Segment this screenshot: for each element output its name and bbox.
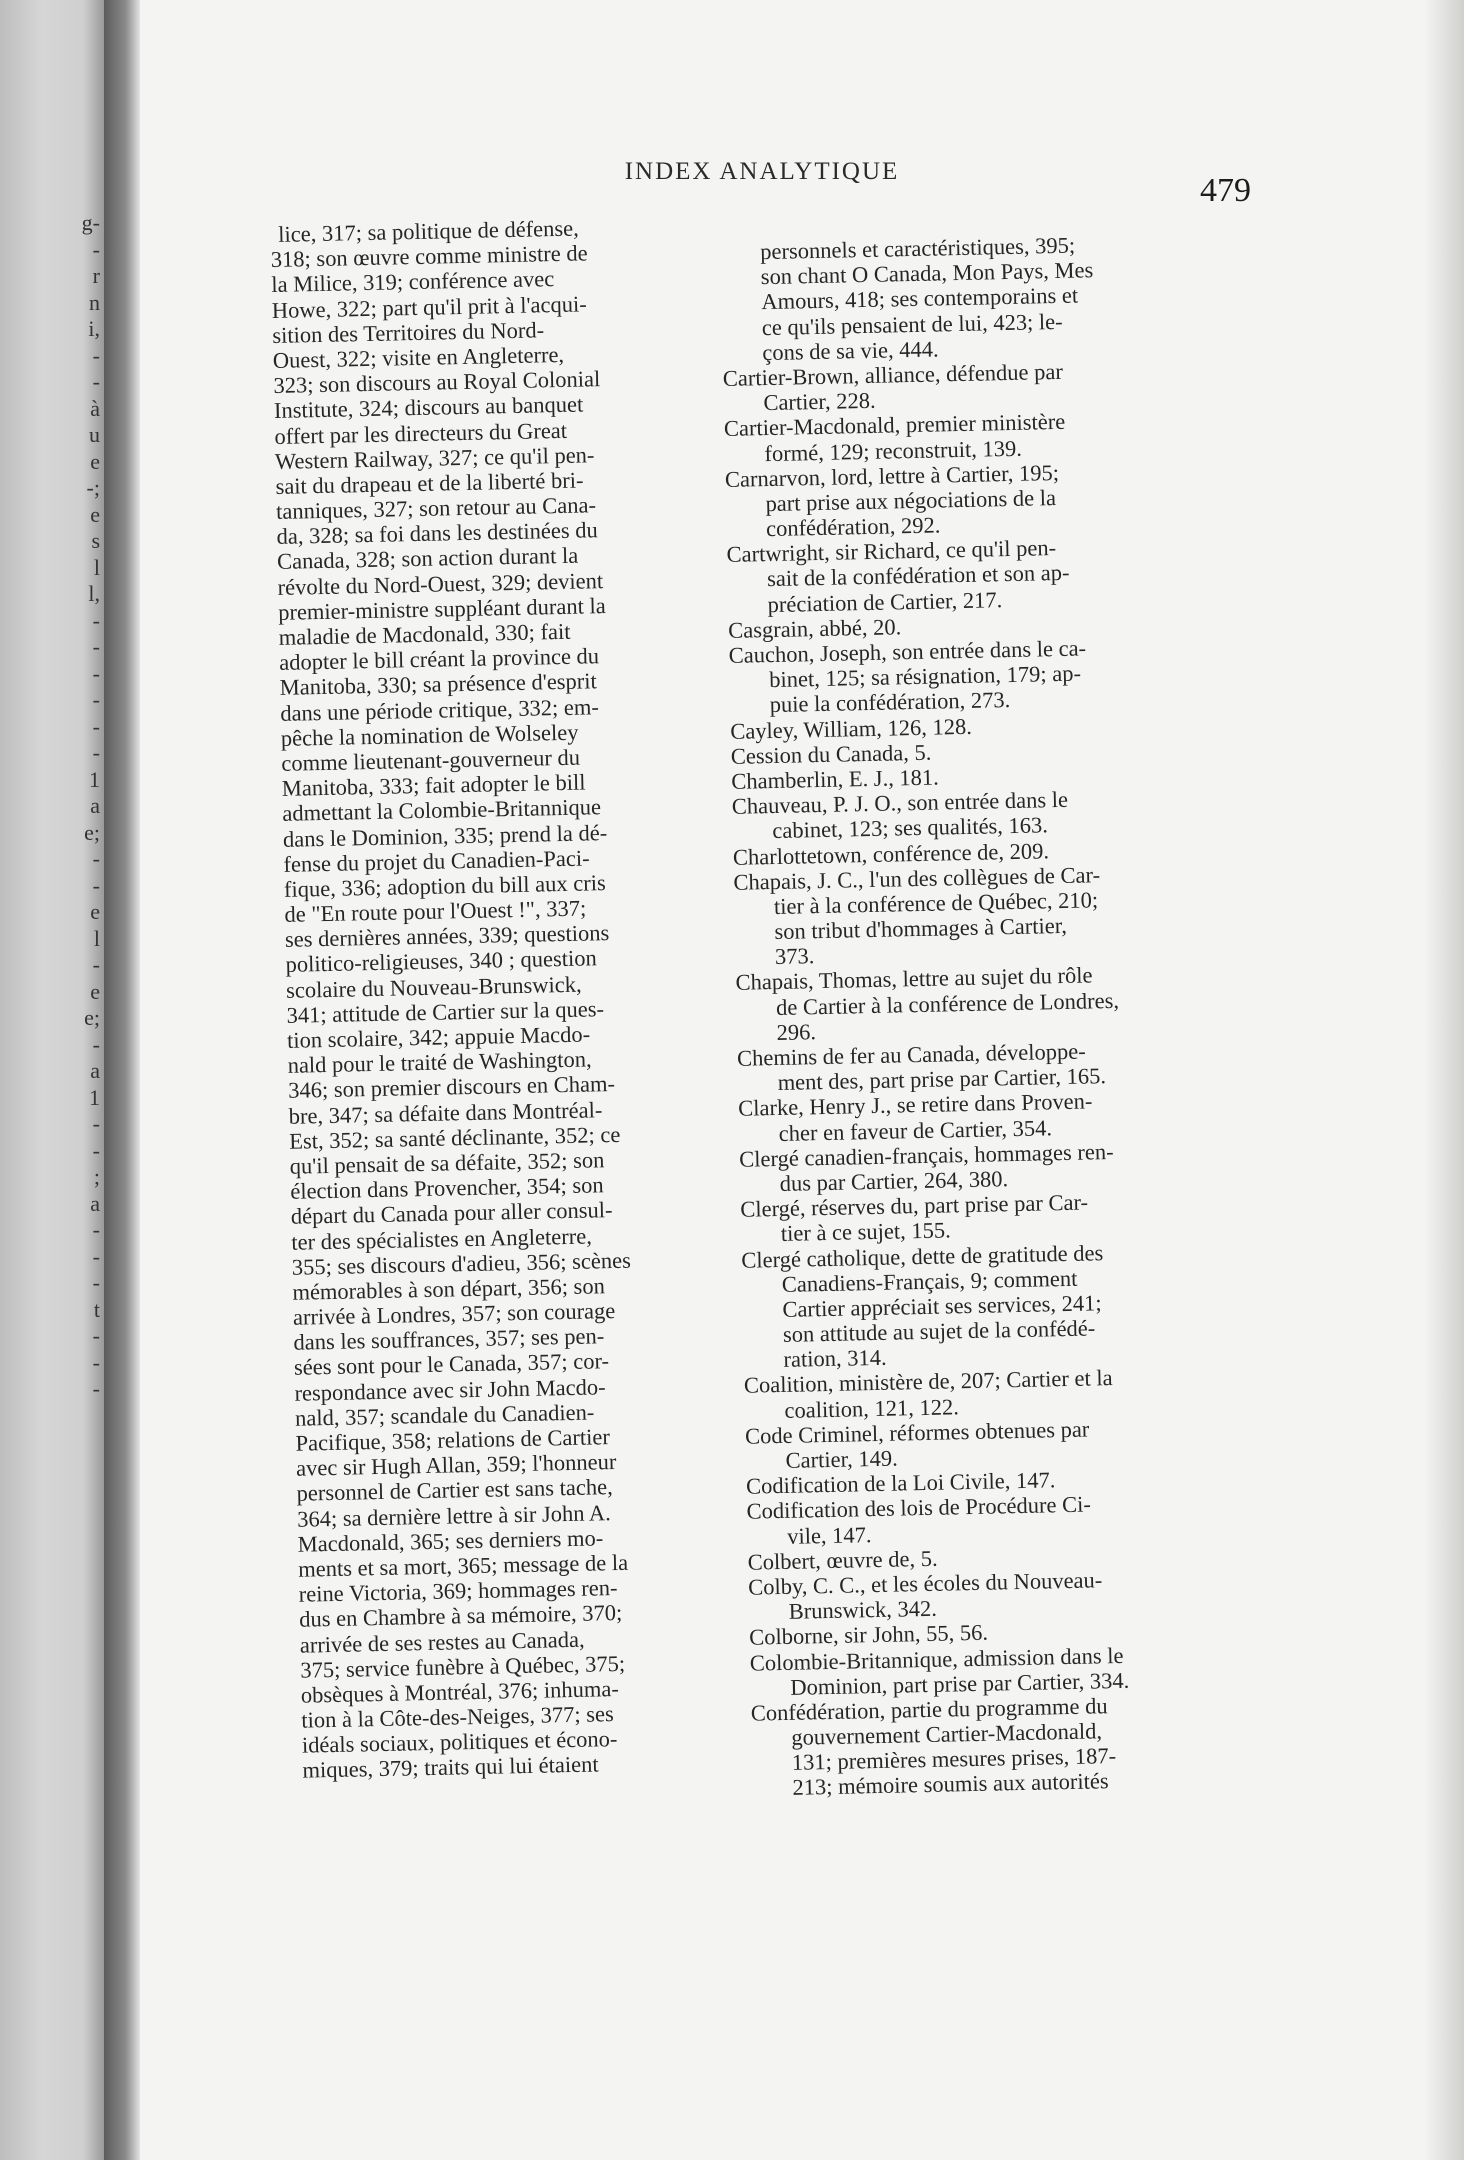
index-line: Confédération, partie du programme du (750, 1693, 1108, 1726)
left-margin-fragment: - (92, 1217, 100, 1242)
index-line: Chauveau, P. J. O., son entrée dans le (731, 786, 1069, 819)
index-line: nald pour le traité de Washington, (287, 1046, 592, 1078)
index-line: confédération, 292. (765, 512, 941, 542)
index-line: Clergé catholique, dette de gratitude des (741, 1239, 1104, 1273)
left-margin-fragment: - (92, 342, 100, 368)
index-line: de "En route pour l'Ouest !", 337; (284, 895, 587, 927)
index-line: maladie de Macdonald, 330; fait (278, 618, 571, 650)
left-margin-fragment: - (92, 1376, 100, 1401)
index-line: scolaire du Nouveau-Brunswick, (285, 971, 582, 1003)
index-line: Cession du Canada, 5. (730, 739, 932, 769)
left-margin-fragment: - (92, 607, 100, 633)
index-line: da, 328; sa foi dans les destinées du (276, 517, 598, 550)
index-line: adopter le bill créant la province du (278, 643, 600, 676)
left-margin-fragment: - (92, 846, 100, 871)
left-margin-fragment: e (90, 978, 100, 1004)
left-margin-fragment: e; (84, 1005, 100, 1030)
index-line: 131; premières mesures prises, 187- (791, 1743, 1117, 1776)
index-line: mémorables à son départ, 356; son (292, 1273, 606, 1305)
index-entry (741, 1235, 1324, 1373)
left-margin-fragment: s (91, 528, 100, 553)
index-line: respondance avec sir John Macdo- (294, 1373, 606, 1406)
index-line: pêche la nomination de Wolseley (280, 719, 579, 751)
index-line: ce qu'ils pensaient de lui, 423; le- (761, 308, 1063, 340)
index-line: politico-religieuses, 340 ; question (285, 945, 597, 978)
index-line: dans le Dominion, 335; prend la dé- (282, 819, 608, 852)
index-line: vile, 147. (786, 1521, 872, 1549)
index-line: son chant O Canada, Mon Pays, Mes (760, 257, 1094, 290)
index-line: révolte du Nord-Ouest, 329; devient (277, 567, 604, 600)
index-line: ments et sa mort, 365; message de la (297, 1549, 629, 1582)
index-line: idéals sociaux, politiques et écono- (301, 1726, 618, 1758)
index-line: son tribut d'hommages à Cartier, (774, 912, 1068, 945)
left-margin-fragment: l (93, 925, 100, 951)
left-margin-fragment: - (92, 1323, 100, 1348)
index-entry (751, 1688, 1333, 1801)
left-margin-fragment: - (92, 369, 100, 394)
index-line: 213; mémoire soumis aux autorités (792, 1768, 1109, 1801)
left-margin-fragment: r (92, 263, 100, 288)
index-line: Amours, 418; ses contemporains et (761, 282, 1079, 315)
index-line: bre, 347; sa défaite dans Montréal- (288, 1096, 603, 1129)
index-line: puie la confédération, 273. (769, 687, 1011, 718)
index-line: Cartier-Brown, alliance, défendue par (722, 358, 1064, 391)
left-margin-fragment: - (92, 634, 100, 659)
index-line: formé, 129; reconstruit, 139. (764, 435, 1023, 466)
index-line: miques, 379; traits qui lui étaient (302, 1751, 599, 1784)
index-line: premier-ministre suppléant durant la (277, 592, 606, 625)
left-margin-fragment: e (90, 899, 100, 924)
index-line: départ du Canada pour aller consul- (290, 1197, 613, 1230)
index-line: Brunswick, 342. (788, 1595, 938, 1624)
left-margin-fragment: ; (93, 1164, 100, 1189)
index-line: Casgrain, abbé, 20. (727, 614, 902, 643)
index-line: Clergé, réserves du, part prise par Car- (740, 1189, 1089, 1222)
index-line: Cartwright, sir Richard, ce qu'il pen- (726, 535, 1057, 568)
index-line: nald, 357; scandale du Canadien- (294, 1399, 595, 1431)
index-entry (733, 857, 1315, 970)
index-entry (725, 454, 1306, 542)
left-margin-fragment: -; (86, 475, 100, 500)
index-line: 364; sa dernière lettre à sir John A. (296, 1499, 612, 1532)
left-margin-fragment: - (92, 740, 100, 765)
left-margin-fragment: l, (88, 581, 100, 606)
left-margin-fragment: - (92, 236, 100, 262)
index-line: 375; service funèbre à Québec, 375; (300, 1650, 626, 1683)
index-line: Clergé canadien-français, hommages ren- (738, 1138, 1114, 1172)
index-line: fique, 336; adoption du bill aux cris (283, 869, 606, 902)
index-line: 355; ses discours d'adieu, 356; scènes (291, 1247, 632, 1280)
index-line: Coalition, ministère de, 207; Cartier et la (743, 1365, 1113, 1399)
index-line: personnels et caractéristiques, 395; (759, 232, 1076, 265)
index-line: fense du projet du Canadien-Paci- (283, 845, 590, 877)
index-line: 318; son œuvre comme ministre de (270, 240, 588, 273)
index-line: la Milice, 319; conférence avec (271, 266, 555, 298)
index-line: Chemins de fer au Canada, développe- (736, 1038, 1086, 1071)
index-line: tion à la Côte-des-Neiges, 377; ses (301, 1701, 615, 1733)
book-gutter (104, 0, 140, 2160)
index-line: ter des spécialistes en Angleterre, (291, 1222, 593, 1255)
index-line: çons de sa vie, 444. (762, 336, 939, 365)
index-line: ment des, part prise par Cartier, 165. (777, 1063, 1107, 1096)
index-line: Codification de la Loi Civile, 147. (745, 1467, 1056, 1499)
index-line: tanniques, 327; son retour au Cana- (275, 492, 597, 524)
index-line: sait du drapeau et de la liberté bri- (275, 467, 584, 499)
index-line: sition des Territoires du Nord- (272, 317, 545, 348)
index-line: Chamberlin, E. J., 181. (731, 764, 940, 794)
index-line: dans une période critique, 332; em- (280, 693, 600, 726)
index-line: Clarke, Henry J., se retire dans Proven- (737, 1088, 1093, 1122)
index-line: Pacifique, 358; relations de Cartier (295, 1424, 611, 1456)
left-margin-fragment: - (92, 1349, 100, 1375)
index-line: Macdonald, 365; ses derniers mo- (297, 1525, 604, 1557)
index-line: Est, 352; sa santé déclinante, 352; ce (288, 1121, 621, 1154)
page-number: 479 (1200, 172, 1251, 209)
index-entry (726, 530, 1307, 618)
index-line: Manitoba, 330; sa présence d'esprit (279, 668, 598, 701)
index-line: de Cartier à la conférence de Londres, (775, 987, 1120, 1020)
index-line: 346; son premier discours en Cham- (287, 1071, 616, 1104)
left-margin-fragment: g- (81, 210, 100, 235)
index-line: son attitude au sujet de la confédé- (782, 1315, 1096, 1347)
left-margin-fragment: - (92, 1270, 100, 1295)
index-line: Code Criminel, réformes obtenues par (744, 1416, 1090, 1449)
index-entry (720, 228, 1303, 366)
left-margin-fragment: n (89, 289, 100, 315)
right-column (720, 228, 1333, 1801)
index-line: ration, 314. (783, 1345, 887, 1373)
index-line: qu'il pensait de sa défaite, 352; son (289, 1147, 605, 1179)
index-line: coalition, 121, 122. (784, 1393, 960, 1423)
index-line: Colbert, œuvre de, 5. (747, 1545, 938, 1575)
left-margin-fragment: - (92, 1137, 100, 1163)
index-line: Cauchon, Joseph, son entrée dans le ca- (728, 635, 1087, 668)
index-line: part prise aux négociations de la (765, 484, 1057, 516)
index-line: Canada, 328; son action durant la (276, 543, 579, 575)
index-line: 373. (774, 943, 815, 970)
index-entry (728, 631, 1309, 719)
index-line: Cartier-Macdonald, premier ministère (723, 409, 1066, 442)
left-margin-fragment: - (92, 952, 100, 977)
index-line: 323; son discours au Royal Colonial (273, 366, 601, 399)
left-margin-fragment: - (92, 1031, 100, 1057)
running-head: INDEX ANALYTIQUE (624, 158, 900, 185)
index-line: élection dans Provencher, 354; son (290, 1172, 604, 1204)
index-line: Codification des lois de Procédure Ci- (746, 1491, 1092, 1525)
index-line: dus en Chambre à sa mémoire, 370; (299, 1600, 623, 1633)
index-line: comme lieutenant-gouverneur du (281, 744, 581, 776)
index-line: Institute, 324; discours au banquet (273, 391, 584, 424)
index-line: Colombie-Britannique, admission dans le (749, 1642, 1124, 1676)
index-line: Charlottetown, conférence de, 209. (732, 837, 1050, 870)
index-line: arrivée de ses restes au Canada, (299, 1626, 585, 1658)
index-line: 296. (776, 1018, 817, 1045)
left-margin-fragment: - (92, 1243, 100, 1269)
index-line: Ouest, 322; visite en Angleterre, (272, 341, 565, 373)
left-margin-fragment: - (92, 687, 100, 712)
index-line: arrivée à Londres, 357; son courage (292, 1298, 616, 1330)
index-line: Cayley, William, 126, 128. (730, 713, 973, 744)
index-line: tier à ce sujet, 155. (780, 1217, 951, 1247)
index-line: Canadiens-Français, 9; comment (781, 1265, 1078, 1297)
index-line: personnel de Cartier est sans tache, (296, 1474, 613, 1507)
left-margin-fragment: 1 (89, 766, 100, 792)
index-line: gouvernement Cartier-Macdonald, (791, 1718, 1103, 1750)
index-line: Western Railway, 327; ce qu'il pen- (274, 441, 595, 474)
index-line: Cartier, 149. (785, 1445, 899, 1473)
index-line: Manitoba, 333; fait adopter le bill (281, 769, 586, 801)
left-page-edge (0, 0, 104, 2160)
left-margin-fragment: a (90, 793, 100, 818)
left-margin-fragment: l (93, 554, 100, 580)
left-margin-fragment: a (90, 1058, 100, 1083)
left-margin-fragment: à (90, 395, 100, 421)
index-line: avec sir Hugh Allan, 359; l'honneur (295, 1449, 617, 1481)
left-margin-fragment: a (90, 1190, 100, 1216)
index-line: Carnarvon, lord, lettre à Cartier, 195; (724, 459, 1060, 492)
index-entry (735, 958, 1316, 1046)
index-line: cabinet, 123; ses qualités, 163. (772, 812, 1049, 844)
left-margin-fragment: e (90, 448, 100, 474)
index-line: préciation de Cartier, 217. (767, 586, 1003, 617)
index-line: Colborne, sir John, 55, 56. (749, 1620, 989, 1651)
left-margin-fragment: e; (84, 819, 100, 845)
left-margin-fragment: u (89, 422, 100, 447)
index-line: binet, 125; sa résignation, 179; ap- (768, 660, 1082, 693)
index-line: sées sont pour le Canada, 357; cor- (293, 1348, 610, 1381)
left-margin-fragment: e (90, 501, 100, 527)
index-line: ses dernières années, 339; questions (284, 920, 610, 953)
index-line: cher en faveur de Cartier, 354. (778, 1114, 1053, 1146)
left-margin-fragment: t (93, 1296, 100, 1322)
left-margin-fragment: - (92, 660, 100, 686)
index-line: obsèques à Montréal, 376; inhuma- (300, 1675, 620, 1708)
index-line: 341; attitude de Cartier sur la ques- (286, 995, 605, 1028)
left-page-margin-text (4, 210, 100, 1403)
left-margin-fragment: 1 (89, 1084, 100, 1110)
index-line: Chapais, Thomas, lettre au sujet du rôle (735, 962, 1093, 996)
index-line: tier à la conférence de Québec, 210; (773, 887, 1099, 919)
index-line: Howe, 322; part qu'il prit à l'acqui- (271, 290, 587, 323)
index-line: Chapais, J. C., l'un des collègues de Car- (733, 861, 1101, 895)
left-margin-fragment: - (92, 1111, 100, 1136)
left-margin-fragment: i, (88, 316, 100, 341)
index-line: Dominion, part prise par Cartier, 334. (790, 1667, 1130, 1700)
index-line: Cartier, 228. (763, 387, 876, 416)
left-margin-fragment: - (92, 872, 100, 898)
page-shadow (1424, 0, 1464, 2160)
index-line: reine Victoria, 369; hommages ren- (298, 1575, 618, 1607)
index-line: Cartier appréciait ses services, 241; (782, 1290, 1102, 1322)
left-margin-fragment: - (92, 713, 100, 739)
index-line: dans les souffrances, 357; ses pen- (293, 1323, 605, 1356)
index-line: admettant la Colombie-Britannique (282, 794, 602, 827)
index-line: sait de la confédération et son ap- (766, 560, 1070, 592)
index-line: offert par les directeurs du Great (274, 417, 568, 449)
index-line: Colby, C. C., et les écoles du Nouveau- (747, 1567, 1103, 1600)
index-line: tion scolaire, 342; appuie Macdo- (286, 1021, 591, 1053)
index-line: lice, 317; sa politique de défense, (277, 215, 579, 247)
index-page (140, 0, 1464, 2160)
index-line: dus par Cartier, 264, 380. (779, 1166, 1009, 1196)
